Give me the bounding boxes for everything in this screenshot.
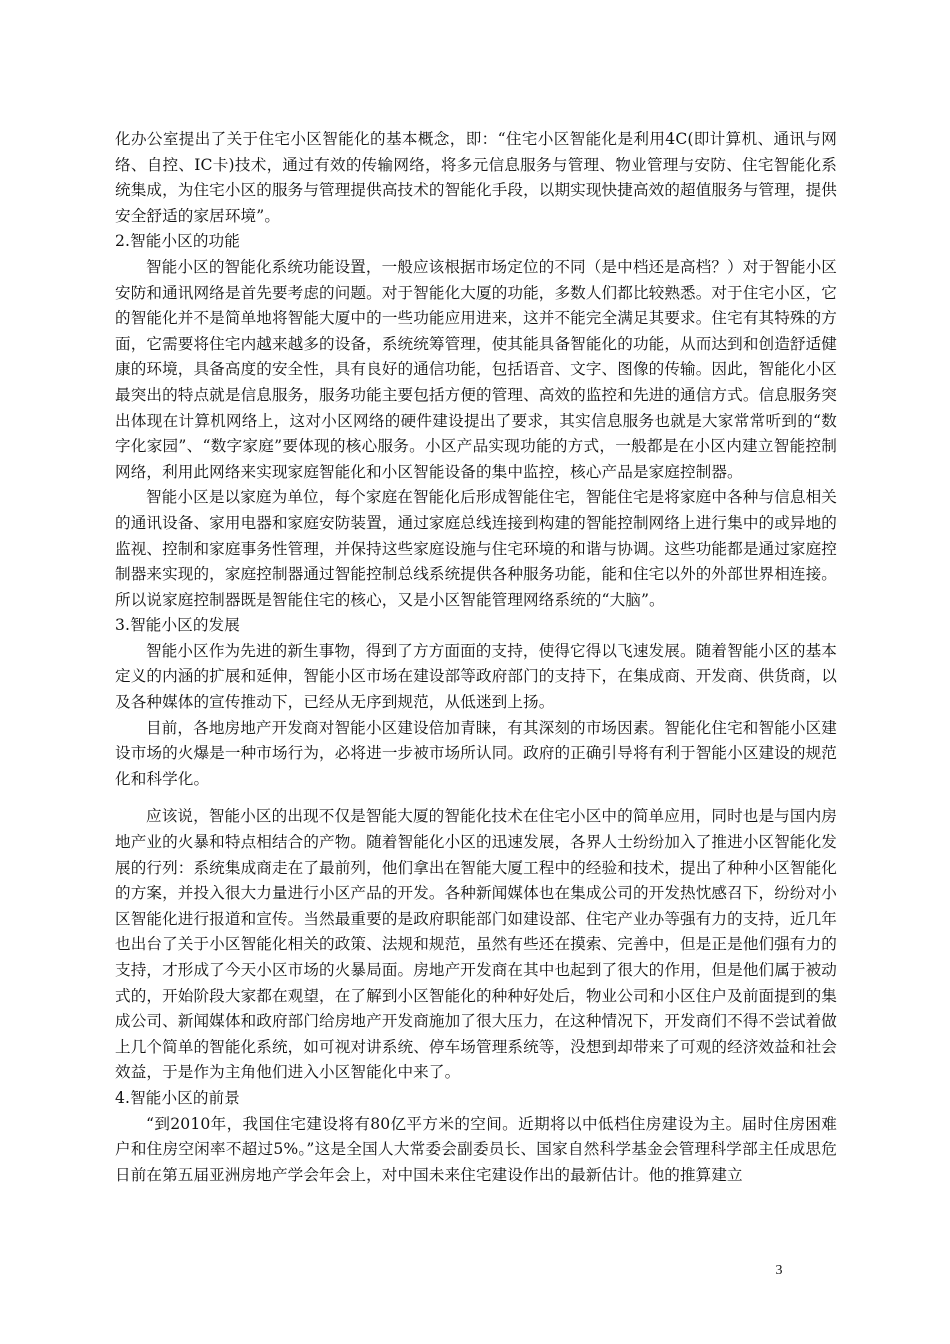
section-heading-development: 3.智能小区的发展 (115, 616, 240, 635)
paragraph-prospects: “到2010年，我国住宅建设将有80亿平方米的空间。近期将以中低档住房建设为主。届时住房困难户和住房空闲率不超过5%。”这是全国人大常委会副委员长、国家自然科学基金会管理科学部主任成思危日前在第五届亚洲房地产学会年会上，对中国未来住宅建设作出的最新估计。他的推算建立 (115, 1114, 837, 1184)
paragraph-industry-roles: 应该说，智能小区的出现不仅是智能大厦的智能化技术在住宅小区中的简单应用，同时也是与国内房地产业的火暴和特点相结合的产物。随着智能化小区的迅速发展，各界人士纷纷加入了推进小区智能化发展的行列：系统集成商走在了最前列，他们拿出在智能大厦工程中的经验和技术，提出了种种小区智能化的方案，并投入很大力量进行小区产品的开发。各种新闻媒体也在集成公司的开发热忱感召下，纷纷对小区智能化进行报道和宣传。当然最重要的是政府职能部门如建设部、住宅产业办等强有力的支持，近几年也出台了关于小区智能化相关的政策、法规和规范，虽然有些还在摸索、完善中，但是正是他们强有力的支持，才形成了今天小区市场的火暴局面。房地产开发商在其中也起到了很大的作用，但是他们属于被动式的，开始阶段大家都在观望，在了解到小区智能化的种种好处后，物业公司和小区住户及前面提到的集成公司、新闻媒体和政府部门给房地产开发商施加了很大压力，在这种情况下，开发商们不得不尝试着做上几个简单的智能化系统，如可视对讲系统、停车场管理系统等，没想到却带来了可观的经济效益和社会效益，于是作为主角他们进入小区智能化中来了。 (115, 807, 837, 1082)
section-heading-functions: 2.智能小区的功能 (115, 232, 240, 251)
paragraph-definition-continued: 化办公室提出了关于住宅小区智能化的基本概念，即：“住宅小区智能化是利用4C(即计算机、通讯与网络、自控、IC卡)技术，通过有效的传输网络，将多元信息服务与管理、物业管理与安防、住宅智能化系统集成，为住宅小区的服务与管理提供高技术的智能化手段，以期实现快捷高效的超值服务与管理，提供安全舒适的家居环境”。 (115, 130, 837, 225)
section-heading-prospects: 4.智能小区的前景 (115, 1088, 240, 1107)
paragraph-development: 智能小区作为先进的新生事物，得到了方方面面的支持，使得它得以飞速发展。随着智能小区的基本定义的内涵的扩展和延伸，智能小区市场在建设部等政府部门的支持下，在集成商、开发商、供货商，以及各种媒体的宣传推动下，已经从无序到规范，从低迷到上扬。 (115, 641, 837, 712)
paragraph-market-factors: 目前，各地房地产开发商对智能小区建设倍加青睐，有其深刻的市场因素。智能化住宅和智能小区建设市场的火爆是一种市场行为，必将进一步被市场所认同。政府的正确引导将有利于智能小区建设的规范化和科学化。 (115, 718, 837, 788)
document-body (115, 127, 837, 1188)
page-number: 3 (775, 1263, 783, 1278)
paragraph-functions: 智能小区的智能化系统功能设置，一般应该根据市场定位的不同（是中档还是高档？）对于智能小区安防和通讯网络是首先要考虑的问题。对于智能化大厦的功能，多数人们都比较熟悉。对于住宅小区，它的智能化并不是简单地将智能大厦中的一些功能应用进来，这并不能完全满足其要求。住宅有其特殊的方面，它需要将住宅内越来越多的设备，系统统筹管理，使其能具备智能化的功能，从而达到和创造舒适健康的环境，具备高度的安全性，具有良好的通信功能，包括语音、文字、图像的传输。因此，智能化小区最突出的特点就是信息服务，服务功能主要包括方便的管理、高效的监控和先进的通信方式。信息服务突出体现在计算机网络上，这对小区网络的硬件建设提出了要求，其实信息服务也就是大家常常听到的“数字化家园”、“数字家庭”要体现的核心服务。小区产品实现功能的方式，一般都是在小区内建立智能控制网络，利用此网络来实现家庭智能化和小区智能设备的集中监控，核心产品是家庭控制器。 (115, 257, 837, 481)
paragraph-home-controller: 智能小区是以家庭为单位，每个家庭在智能化后形成智能住宅，智能住宅是将家庭中各种与信息相关的通讯设备、家用电器和家庭安防装置，通过家庭总线连接到构建的智能控制网络上进行集中的或异地的监视、控制和家庭事务性管理，并保持这些家庭设施与住宅环境的和谐与协调。这些功能都是通过家庭控制器来实现的，家庭控制器通过智能控制总线系统提供各种服务功能，能和住宅以外的外部世界相连接。所以说家庭控制器既是智能住宅的核心，又是小区智能管理网络系统的“大脑”。 (115, 488, 837, 609)
paragraph-gap (115, 792, 837, 804)
